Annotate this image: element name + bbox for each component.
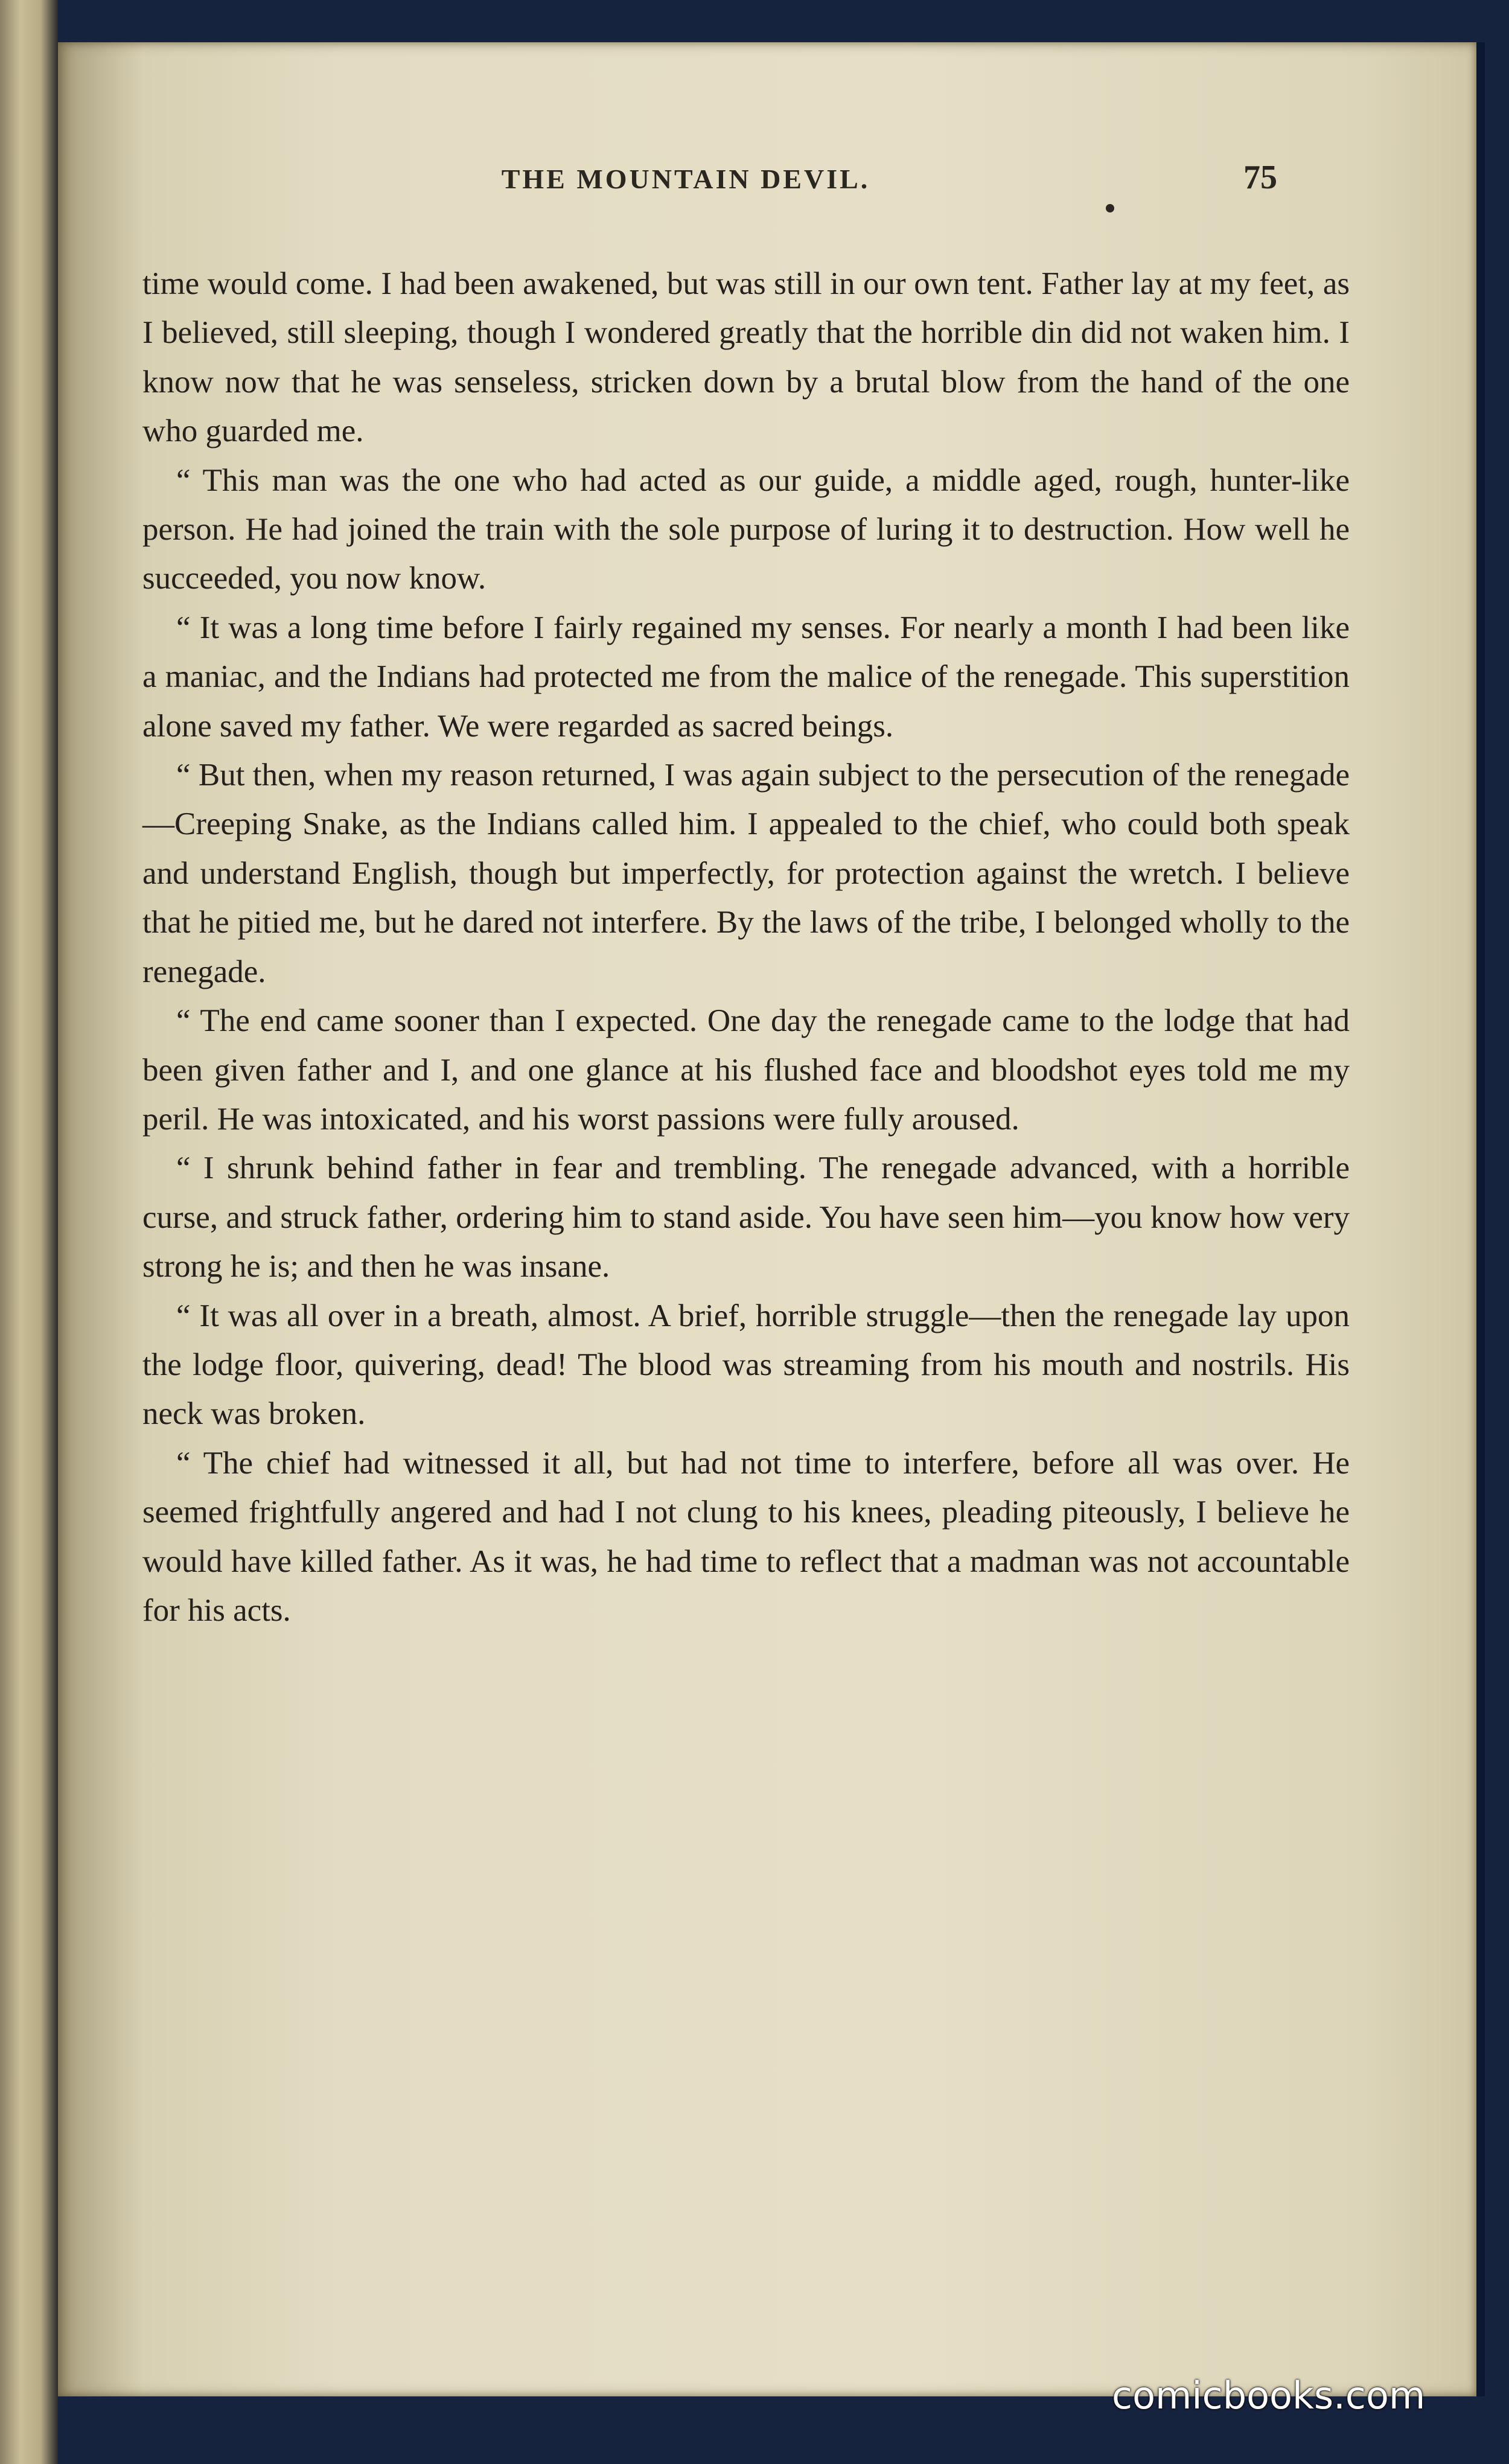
site-watermark: comicbooks.com (1112, 2373, 1426, 2418)
body-text (142, 260, 1350, 1635)
paragraph: “ I shrunk behind father in fear and trembling. The renegade advanced, with a horrible curse, and struck father, ordering him to stand aside. You have seen him—you know how very strong he is; and then he was insane. (142, 1151, 1350, 1285)
ink-dot (1106, 204, 1114, 212)
paragraph: “ The end came sooner than I expected. One day the renegade came to the lodge that had been given father and I, and one glance at his flushed face and bloodshot eyes told me my peril. He was intoxicated, and his worst passions were fully aroused. (142, 1003, 1350, 1137)
paragraph: “ This man was the one who had acted as our guide, a middle aged, rough, hunter-like person. He had joined the train with the sole purpose of luring it to destruction. How well he succeeded, you now know. (142, 462, 1350, 596)
running-title: THE MOUNTAIN DEVIL. (501, 164, 870, 194)
paragraph: time would come. I had been awakened, but was still in our own tent. Father lay at my feet, as I believed, still sleeping, though I wondered greatly that the horrible din did not waken him. I know now that he was senseless, stricken down by a brutal blow from the hand of the one who guarded me. (142, 266, 1350, 449)
paragraph: “ It was all over in a breath, almost. A brief, horrible struggle—then the renegade lay upon the lodge floor, quivering, dead! The blood was streaming from his mouth and nostrils. His neck was broken. (142, 1298, 1350, 1432)
page-edge-shadow (1476, 42, 1485, 2396)
page-number: 75 (1243, 159, 1277, 196)
paragraph: “ It was a long time before I fairly regained my senses. For nearly a month I had been like a maniac, and the Indians had protected me from the malice of the renegade. This superstition alone saved my father. We were regarded as sacred beings. (142, 610, 1350, 744)
paragraph: “ But then, when my reason returned, I was again subject to the persecution of the renegade—Creeping Snake, as the Indians called him. I appealed to the chief, who could both speak and understand English, though but imperfectly, for protection against the wretch. I believe that he pitied me, but he dared not interfere. By the laws of the tribe, I belonged wholly to the renegade. (142, 758, 1350, 989)
book-spine-gutter (0, 0, 58, 2464)
paragraph: “ The chief had witnessed it all, but had not time to interfere, before all was over. He seemed frightfully angered and had I not clung to his knees, pleading piteously, I believe he would have killed father. As it was, he had time to reflect that a madman was not accountable for his acts. (142, 1445, 1350, 1628)
